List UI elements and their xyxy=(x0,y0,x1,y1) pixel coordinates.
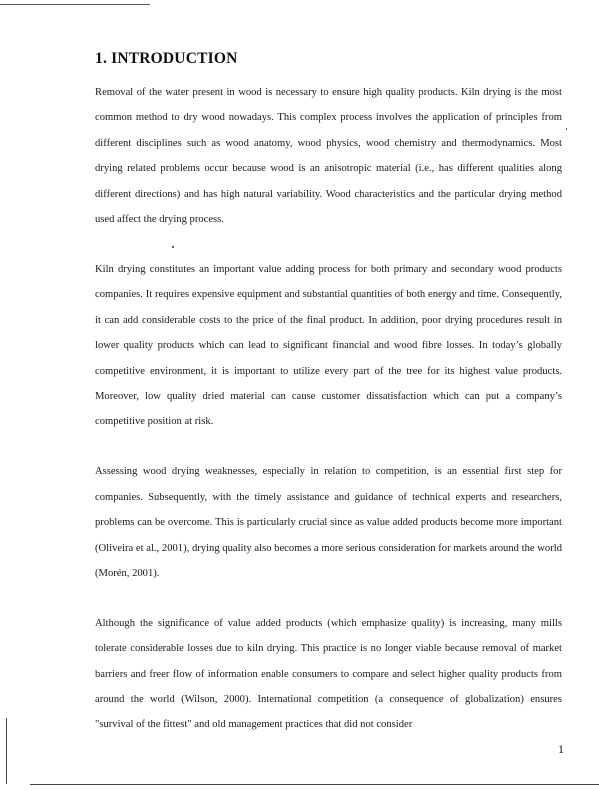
scan-edge-bottom xyxy=(30,784,599,785)
section-heading: 1. INTRODUCTION xyxy=(95,50,238,67)
page-number: 1 xyxy=(558,742,564,756)
scan-edge-top xyxy=(0,4,150,5)
paragraph-4: Although the significance of value added products (which emphasize quality) is increasing, many mills tolerate considerable losses due to kiln drying. This practice is no longer viable because removal of market barriers and freer flow of information enable consumers to compare and select higher quality products from around the world (Wilson, 2000). International competition (a consequence of globalization) ensures "survival of the fittest" and old management practices that did not consider xyxy=(95,617,562,731)
paragraph-2: Kiln drying constitutes an important value adding process for both primary and secondary wood products companies. It requires expensive equipment and substantial quantities of both energy and time. Consequently, it can add considerable costs to the price of the final product. In addition, poor drying procedures result in lower quality products which can lead to significant financial and wood fibre losses. In today’s globally competitive environment, it is important to utilize every part of the tree for its highest value products. Moreover, low quality dried material can cause customer dissatisfaction which can put a company’s competitive position at risk. xyxy=(95,263,562,428)
scan-speck xyxy=(566,128,567,130)
paragraph-3: Assessing wood drying weaknesses, especially in relation to competition, is an essential first step for companies. Subsequently, with the timely assistance and guidance of technical experts and researchers, problems can be overcome. This is particularly crucial since as value added products become more important (Oliveira et al., 2001), drying quality also becomes a more serious consideration for markets around the world (Morén, 2001). xyxy=(95,466,562,579)
document-body xyxy=(95,50,562,738)
paragraph-1: Removal of the water present in wood is necessary to ensure high quality products. Kiln drying is the most common method to dry wood nowadays. This complex process involves the application of principles from different disciplines such as wood anatomy, wood physics, wood chemistry and thermodynamics. Most drying related problems occur because wood is an anisotropic material (i.e., has different qualities along different directions) and has high natural variability. Wood characteristics and the particular drying method used affect the drying process. xyxy=(95,87,562,226)
scan-edge-left xyxy=(6,718,7,784)
